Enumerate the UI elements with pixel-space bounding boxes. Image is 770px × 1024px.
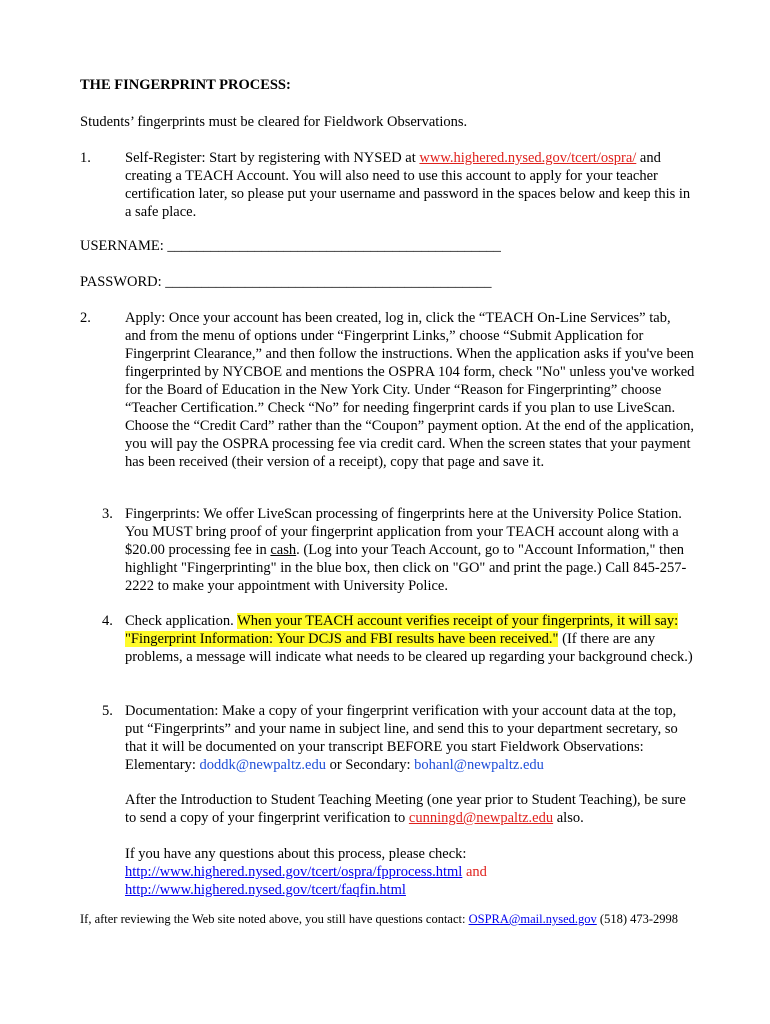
- questions-links-line: [125, 863, 487, 881]
- item-5-text-a: Documentation: Make a copy of your fingerprint verification with your account data at the top, put “Fingerprints” and your name in subject line, and send this to your department secretary, so that it will be documented on your transcript BEFORE you start Fieldwork Observations: Elementary:: [125, 703, 678, 773]
- item-3-text: [125, 505, 695, 595]
- item-1-text-a: Self-Register: Start by registering with NYSED at: [125, 150, 420, 166]
- footer-text: If, after reviewing the Web site noted above, you still have questions contact:: [80, 912, 469, 926]
- item-4-text-b: (If there are any problems, a message will indicate what needs to be cleared up regarding your background check.): [125, 631, 693, 665]
- item-4-number: 4.: [102, 613, 113, 629]
- footer-contact: [80, 912, 678, 927]
- cash-underlined: cash: [270, 542, 297, 558]
- faqfin-line: [125, 881, 406, 899]
- item-4-text-a: Check application.: [125, 613, 238, 629]
- item-5-text: [125, 702, 695, 774]
- username-field: USERNAME: ______________________________________________: [80, 238, 501, 254]
- after-intro-text-b: also.: [553, 810, 584, 826]
- item-2-text: Apply: Once your account has been created, log in, click the “TEACH On-Line Services” tab, and from the menu of options under “Fingerprint Links,” choose “Submit Application for Fingerprint Clearance,” and then follow the instructions. When the application asks if you've been fingerprinted by NYCBOE and mentions the OSPRA 104 form, check "No" unless you've worked for the Board of Education in the New York City. Under “Reason for Fingerprinting” choose “Teacher Certification.” Check “No” for needing fingerprint cards if you plan to use LiveScan. Choose the “Credit Card” rather than the “Coupon” payment option. At the end of the application, you will pay the OSPRA processing fee via credit card. When the screen states that your payment has been received (their version of a receipt), copy that page and save it.: [125, 310, 695, 470]
- item-4-text: [125, 612, 695, 666]
- cunningd-email-link[interactable]: cunningd@newpaltz.edu: [408, 810, 554, 826]
- item-5-text-or: or Secondary:: [325, 757, 415, 773]
- elementary-email-link[interactable]: doddk@newpaltz.edu: [199, 757, 326, 773]
- after-intro-text-a: After the Introduction to Student Teaching Meeting (one year prior to Student Teaching), be sure to send a copy of your fingerprint verification to: [125, 792, 686, 826]
- after-intro-text: [125, 791, 695, 827]
- faqfin-link[interactable]: http://www.highered.nysed.gov/tcert/faqfin.html: [125, 882, 406, 898]
- item-3-text-a: Fingerprints: We offer LiveScan processing of fingerprints here at the University Police Station. You MUST bring proof of your fingerprint application from your TEACH account along with a $20.00 processing fee in: [125, 506, 682, 558]
- ospra-link[interactable]: www.highered.nysed.gov/tcert/ospra/: [419, 150, 637, 166]
- item-2-number: 2.: [80, 310, 91, 326]
- footer-phone: (518) 473-2998: [596, 912, 679, 926]
- item-3-text-b: . (Log into your Teach Account, go to "Account Information," then highlight "Fingerprinting" in the blue box, then click on "GO" and print the page.) Call 845-257-2222 to make your appointment with University Police.: [125, 542, 687, 594]
- item-3-number: 3.: [102, 506, 113, 522]
- questions-text: If you have any questions about this process, please check:: [125, 846, 467, 862]
- secondary-email-link[interactable]: bohanl@newpaltz.edu: [414, 757, 544, 773]
- ospra-email-link[interactable]: OSPRA@mail.nysed.gov: [468, 912, 597, 926]
- item-1-number: 1.: [80, 150, 91, 166]
- page-title: THE FINGERPRINT PROCESS:: [80, 77, 291, 93]
- highlighted-text: When your TEACH account verifies receipt of your fingerprints, it will say: "Fingerprint Information: Your DCJS and FBI results have been received.": [125, 613, 679, 647]
- and-text: and: [462, 864, 487, 880]
- item-1-text: [125, 149, 695, 221]
- fpprocess-link[interactable]: http://www.highered.nysed.gov/tcert/ospra/fpprocess.html: [125, 864, 463, 880]
- item-1-text-b: and creating a TEACH Account. You will also need to use this account to apply for your teacher certification later, so please put your username and password in the spaces below and keep this in a safe place.: [125, 150, 691, 220]
- password-field: PASSWORD: _____________________________________________: [80, 274, 492, 290]
- item-5-number: 5.: [102, 703, 113, 719]
- intro-text: Students’ fingerprints must be cleared for Fieldwork Observations.: [80, 114, 468, 130]
